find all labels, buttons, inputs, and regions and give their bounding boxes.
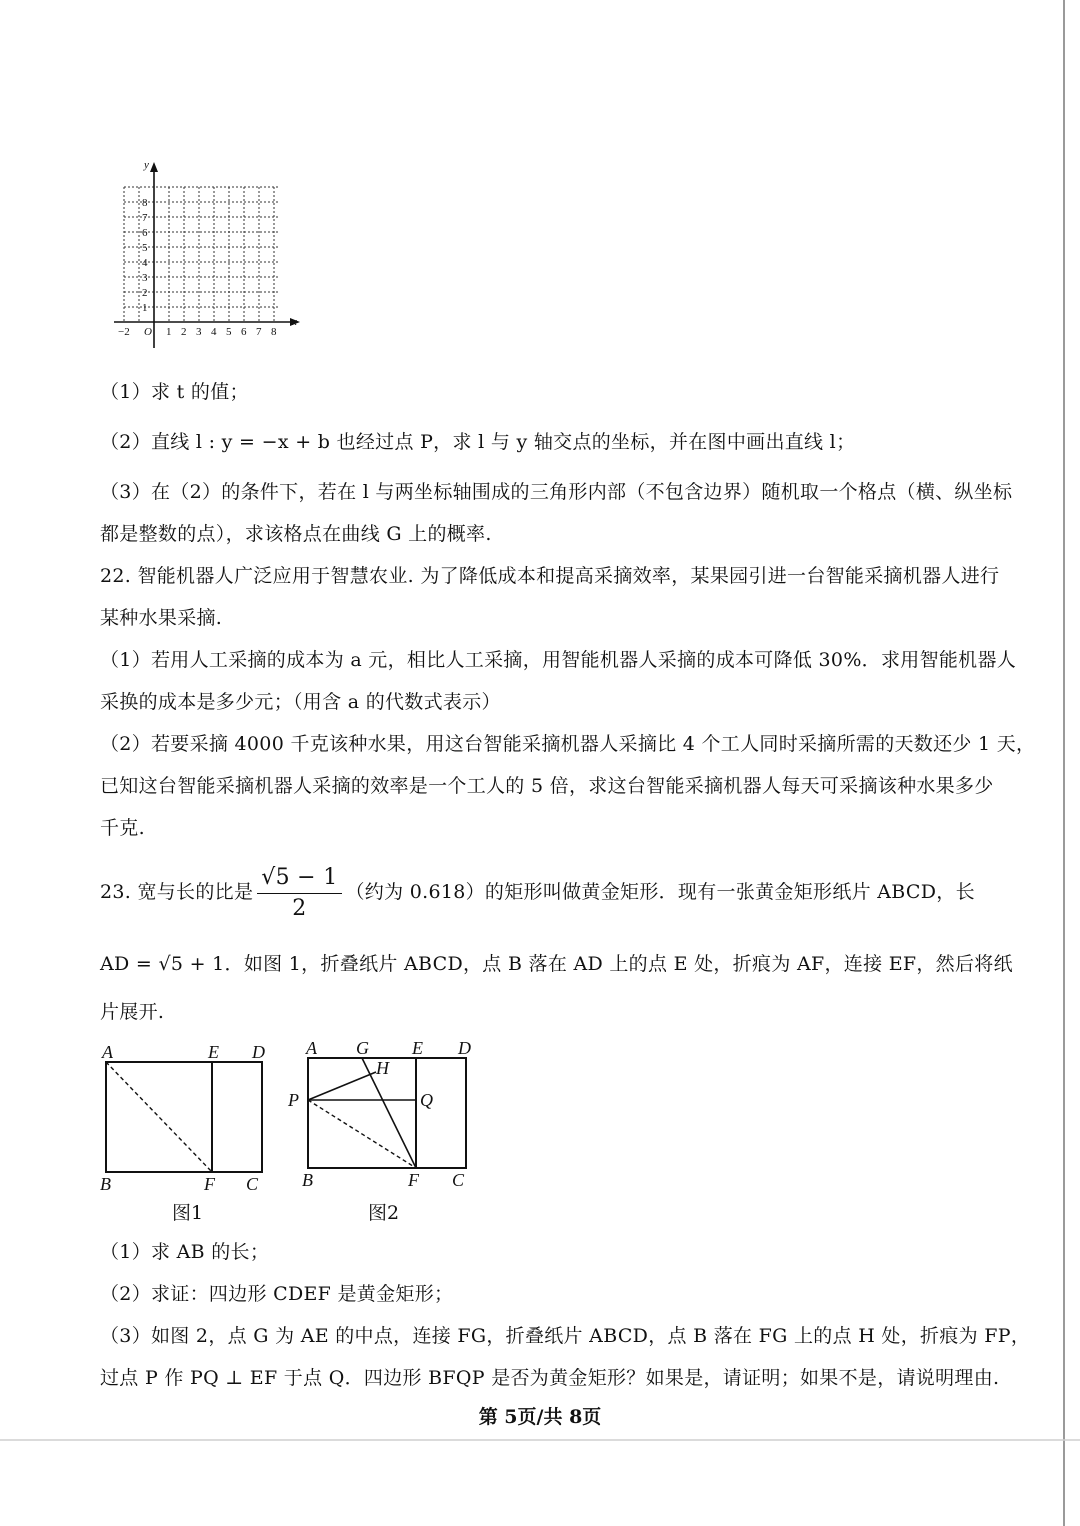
q22-stem-line2: 某种水果采摘. — [100, 607, 223, 629]
x-tick: 6 — [241, 326, 247, 338]
q23-part1: （1）求 AB 的长； — [100, 1241, 270, 1263]
x-tick: 3 — [196, 326, 202, 338]
coordinate-grid — [100, 150, 320, 355]
fig2-label-H: H — [376, 1058, 389, 1078]
y-tick: 4 — [142, 257, 148, 269]
y-axis-label: y — [144, 159, 149, 171]
q23-intro: 23. 宽与长的比是 — [100, 881, 254, 903]
q21-part2: （2）直线 l : y = −x + b 也经过点 P，求 l 与 y 轴交点的坐标，并在图中画出直线 l； — [100, 431, 856, 453]
fig1-label-D: D — [252, 1042, 265, 1062]
x-tick: 5 — [226, 326, 232, 338]
q23-part2: （2）求证：四边形 CDEF 是黄金矩形； — [100, 1283, 454, 1305]
x-tick: 1 — [166, 326, 172, 338]
fig1-label-C: C — [246, 1174, 259, 1194]
x-tick: 7 — [256, 326, 262, 338]
figure-2 — [284, 1034, 484, 1194]
figure-1 — [100, 1038, 280, 1198]
q22-part1-line2: 采换的成本是多少元；（用含 a 的代数式表示） — [100, 691, 501, 713]
fig2-label-F: F — [408, 1170, 419, 1190]
golden-ratio-fraction — [257, 863, 341, 924]
fig2-label-G: G — [356, 1038, 369, 1058]
q23-intro-rest: （约为 0.618）的矩形叫做黄金矩形．现有一张黄金矩形纸片 ABCD，长 — [345, 881, 975, 903]
q22-part2-line3: 千克. — [100, 817, 145, 839]
fig1-caption: 图1 — [172, 1202, 204, 1224]
q21-part3-line2: 都是整数的点），求该格点在曲线 G 上的概率. — [100, 523, 492, 545]
fraction-numerator: √5 − 1 — [257, 863, 341, 894]
fig2-label-Q: Q — [420, 1090, 433, 1110]
q22-part2-line2: 已知这台智能采摘机器人采摘的效率是一个工人的 5 倍，求这台智能采摘机器人每天可采摘该种水果多少 — [100, 775, 994, 797]
y-tick: 6 — [142, 227, 148, 239]
q23-stem-line3: 片展开. — [100, 1001, 165, 1023]
origin-label: O — [144, 326, 152, 338]
fig2-label-P: P — [288, 1090, 299, 1110]
fig1-label-E: E — [208, 1042, 219, 1062]
page-number-footer: 第 5页/共 8页 — [478, 1406, 602, 1428]
fig2-label-C: C — [452, 1170, 465, 1190]
y-tick: 1 — [142, 302, 148, 314]
y-tick: 5 — [142, 242, 148, 254]
q22-stem-line1: 22. 智能机器人广泛应用于智慧农业. 为了降低成本和提高采摘效率，某果园引进一台智能采摘机器人进行 — [100, 565, 1000, 587]
y-tick: 7 — [142, 212, 148, 224]
fig1-label-A: A — [102, 1042, 113, 1062]
y-tick: 8 — [142, 197, 148, 209]
q22-part2-line1: （2）若要采摘 4000 千克该种水果，用这台智能采摘机器人采摘比 4 个工人同时采摘所需的天数还少 1 天， — [100, 733, 1036, 755]
fig2-label-B: B — [302, 1170, 313, 1190]
q23-part3-line1: （3）如图 2，点 G 为 AE 的中点，连接 FG，折叠纸片 ABCD，点 B 落在 FG 上的点 H 处，折痕为 FP， — [100, 1325, 1031, 1347]
fig1-label-F: F — [204, 1174, 215, 1194]
q23-stem-line2: AD = √5 + 1．如图 1，折叠纸片 ABCD，点 B 落在 AD 上的点 E 处，折痕为 AF，连接 EF，然后将纸 — [100, 953, 1013, 975]
fig2-caption: 图2 — [368, 1202, 400, 1224]
fig1-label-B: B — [100, 1174, 111, 1194]
x-tick: 8 — [271, 326, 277, 338]
q21-part1: （1）求 t 的值； — [100, 381, 249, 403]
fig2-label-A: A — [306, 1038, 317, 1058]
fraction-denominator: 2 — [292, 895, 307, 921]
y-tick: 2 — [142, 287, 148, 299]
x-tick: 2 — [181, 326, 187, 338]
y-tick: 3 — [142, 272, 148, 284]
q23-stem-line1 — [100, 862, 975, 924]
q22-part1-line1: （1）若用人工采摘的成本为 a 元，相比人工采摘，用智能机器人采摘的成本可降低 30%．求用智能机器人 — [100, 649, 1017, 671]
q21-part3-line1: （3）在（2）的条件下，若在 l 与两坐标轴围成的三角形内部（不包含边界）随机取一个格点（横、纵坐标 — [100, 481, 1013, 503]
x-tick: 4 — [211, 326, 217, 338]
q23-part3-line2: 过点 P 作 PQ ⊥ EF 于点 Q．四边形 BFQP 是否为黄金矩形？如果是，请证明；如果不是，请说明理由. — [100, 1367, 1000, 1389]
fig2-label-D: D — [458, 1038, 471, 1058]
x-axis-label: x — [292, 316, 297, 328]
x-neg-tick: −2 — [118, 326, 130, 338]
fig2-label-E: E — [412, 1038, 423, 1058]
